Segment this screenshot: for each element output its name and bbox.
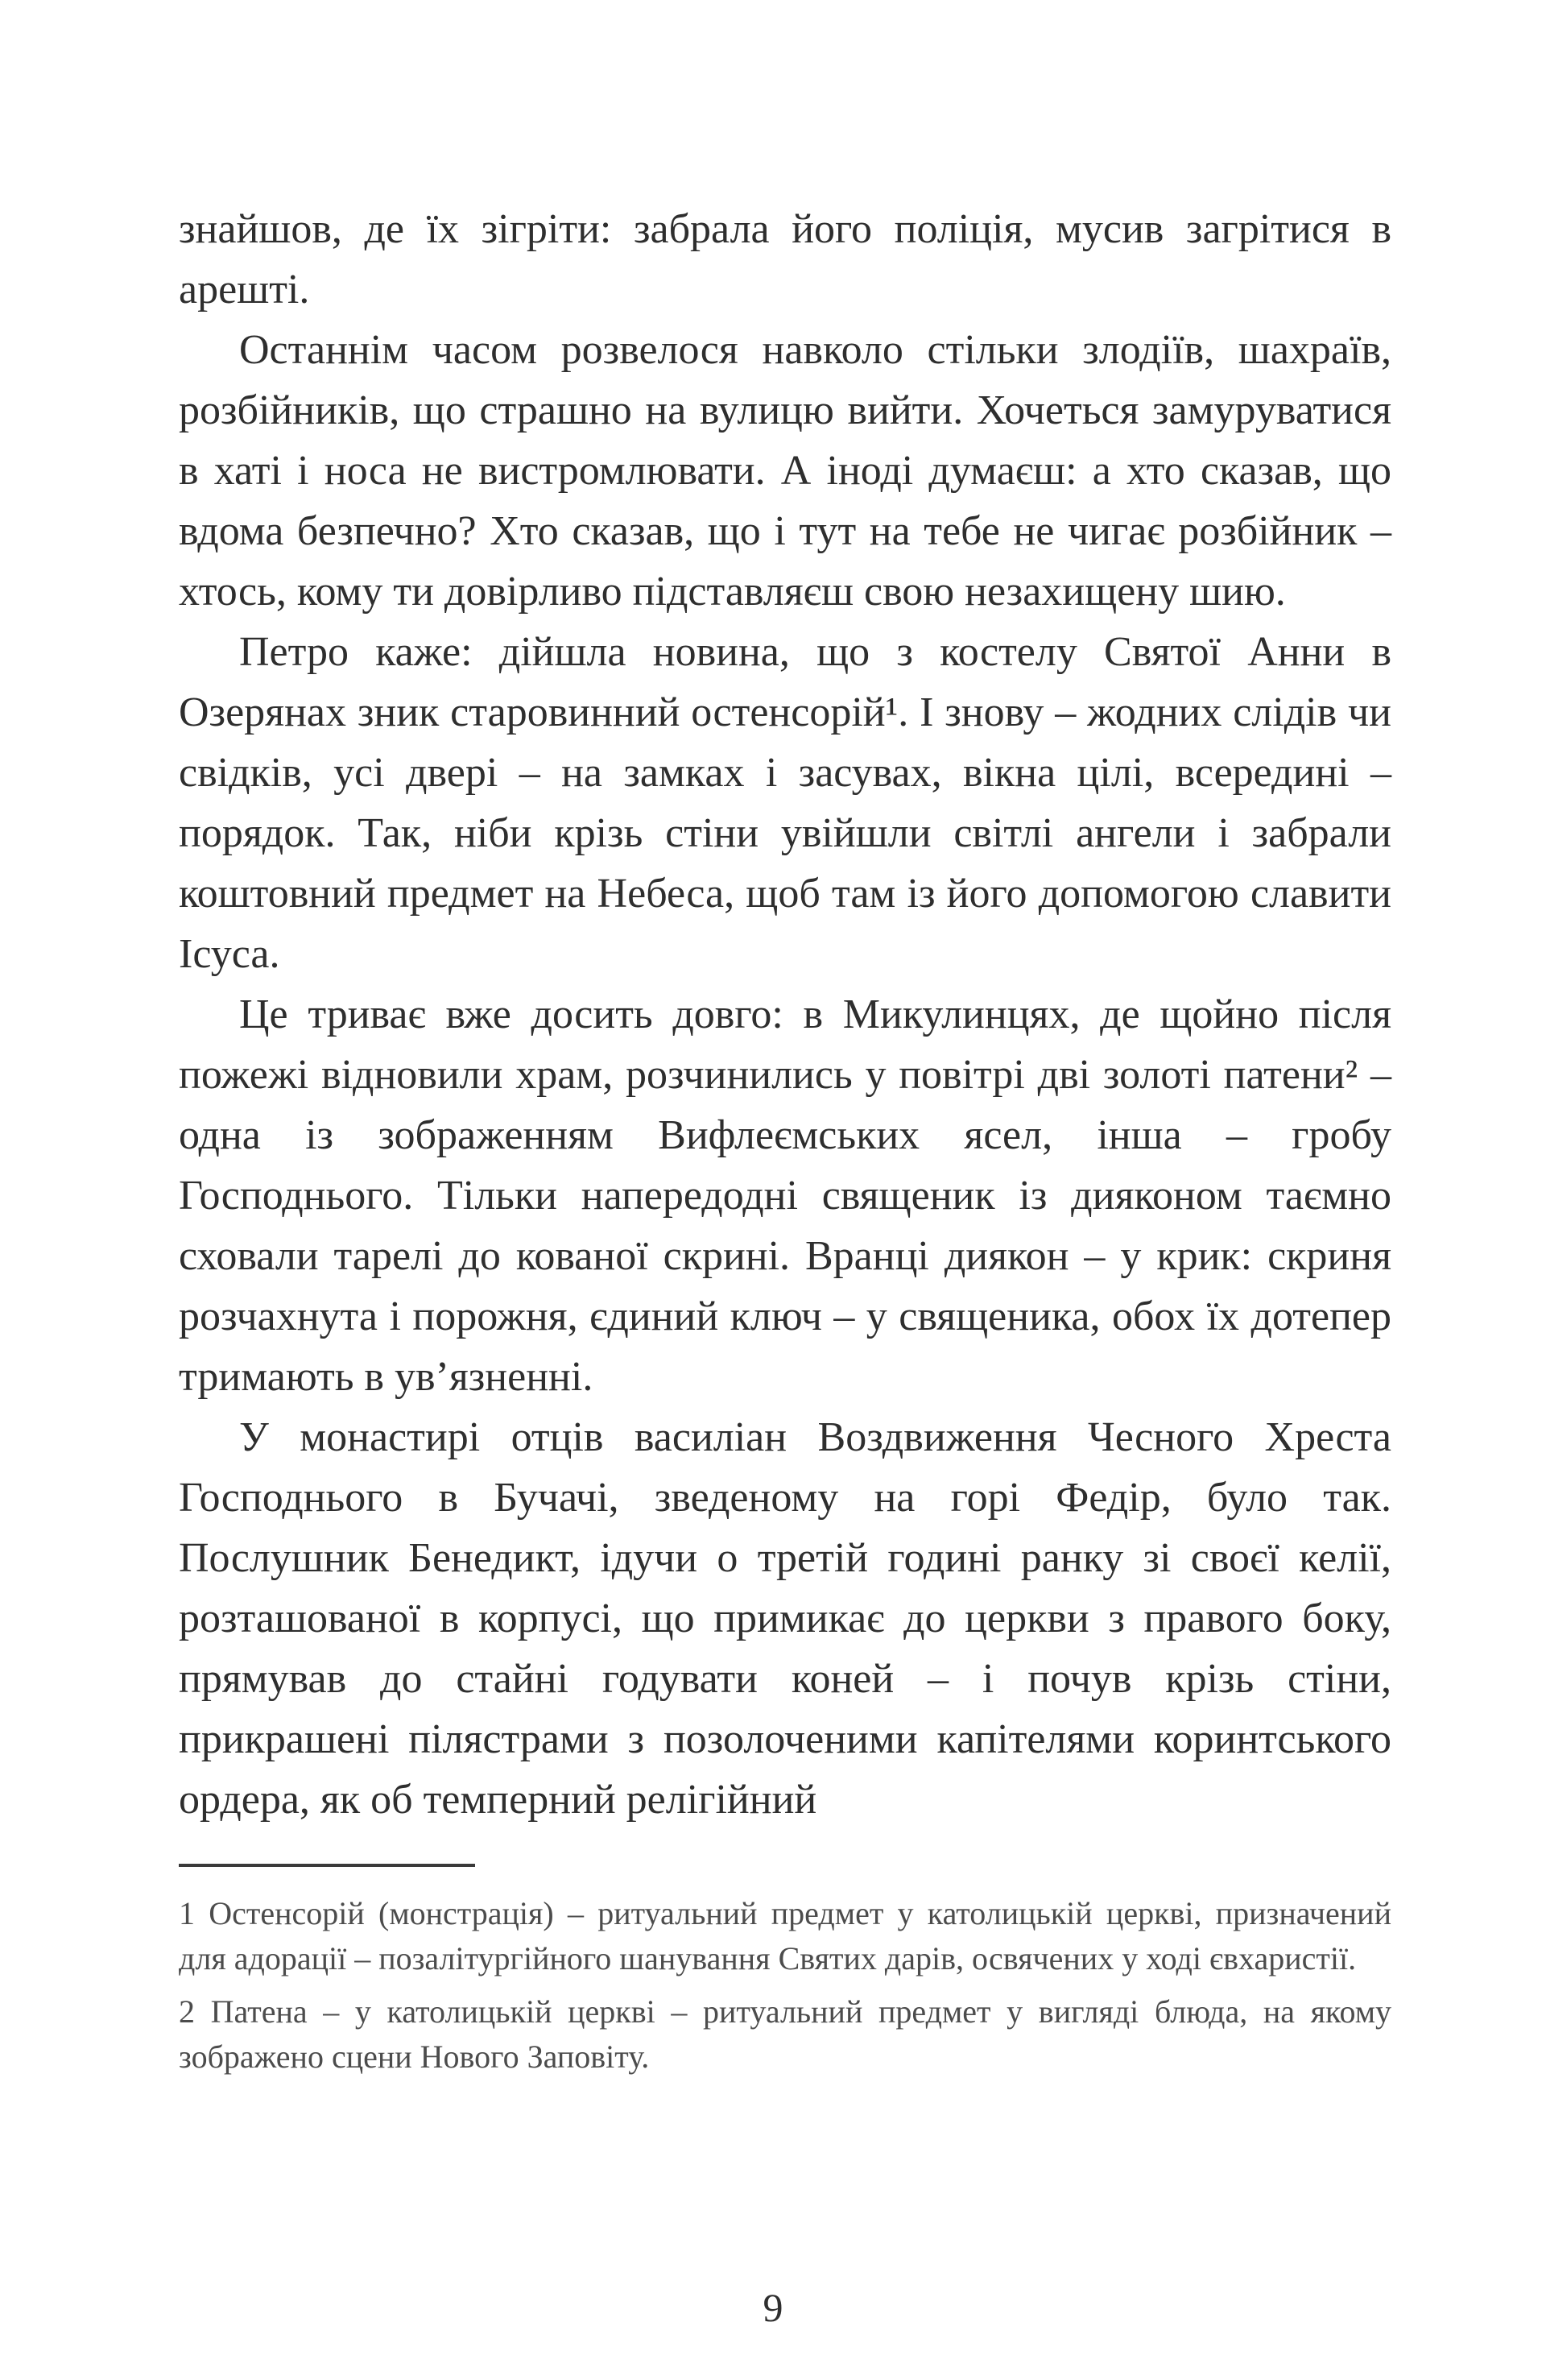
paragraph: Останнім часом розвелося навколо стільки злодіїв, шахраїв, розбійників, що страшно на вулицю вийти. Хочеться замуруватися в хаті і носа не вистромлювати. А іноді думаєш: а хто сказав, що вдома безпечно? Хто сказав, що і тут на тебе не чигає розбійник – хтось, кому ти довірливо підставляєш свою незахищену шию. [179,327,1391,615]
paragraph: Це триває вже досить довго: в Микулинцях, де щойно після пожежі відновили храм, розчинились у повітрі дві золоті патени² – одна із зображенням Вифлеємських ясел, інша – гробу Господнього. Тільки напередодні священик із дияконом таємно сховали тарелі до кованої скрині. Вранці диякон – у крик: скриня розчахнута і порожня, єдиний ключ – у священика, обох їх дотепер тримають в ув’язненні. [179,991,1391,1400]
body-text [179,199,1391,2088]
footnote-2: 2 Патена – у католицькій церкві – ритуальний предмет у вигляді блюда, на якому зображено сцени Нового Заповіту. [179,1993,1391,2075]
paragraph: У монастирі отців василіан Воздвиження Чесного Хреста Господнього в Бучачі, зведеному на горі Федір, було так. Послушник Бенедикт, ідучи о третій годині ранку зі своєї келії, розташованої в корпусі, що примикає до церкви з правого боку, прямував до стайні годувати коней – і почув крізь стіни, прикрашені пілястрами з позолоченими капітелями коринтського ордера, як об темперний релігійний [179,1414,1391,1823]
footnotes-block [179,1891,1391,2080]
footnote-1: 1 Остенсорій (монстрація) – ритуальний предмет у католицькій церкві, призначений для адорації – позалітургійного шанування Святих дарів, освячених у ході євхаристії. [179,1895,1391,1976]
footnote-separator [179,1864,475,1867]
paragraph: Петро каже: дійшла новина, що з костелу Святої Анни в Озерянах зник старовинний остенсорій¹. І знову – жодних слідів чи свідків, усі двері – на замках і засувах, вікна цілі, всередині – порядок. Так, ніби крізь стіни увійшли світлі ангели і забрали коштовний предмет на Небеса, щоб там із його допомогою славити Ісуса. [179,629,1391,977]
page-number: 9 [763,2285,783,2330]
paragraph-continuation: знайшов, де їх зігріти: забрала його поліція, мусив загрітися в арешті. [179,206,1391,313]
